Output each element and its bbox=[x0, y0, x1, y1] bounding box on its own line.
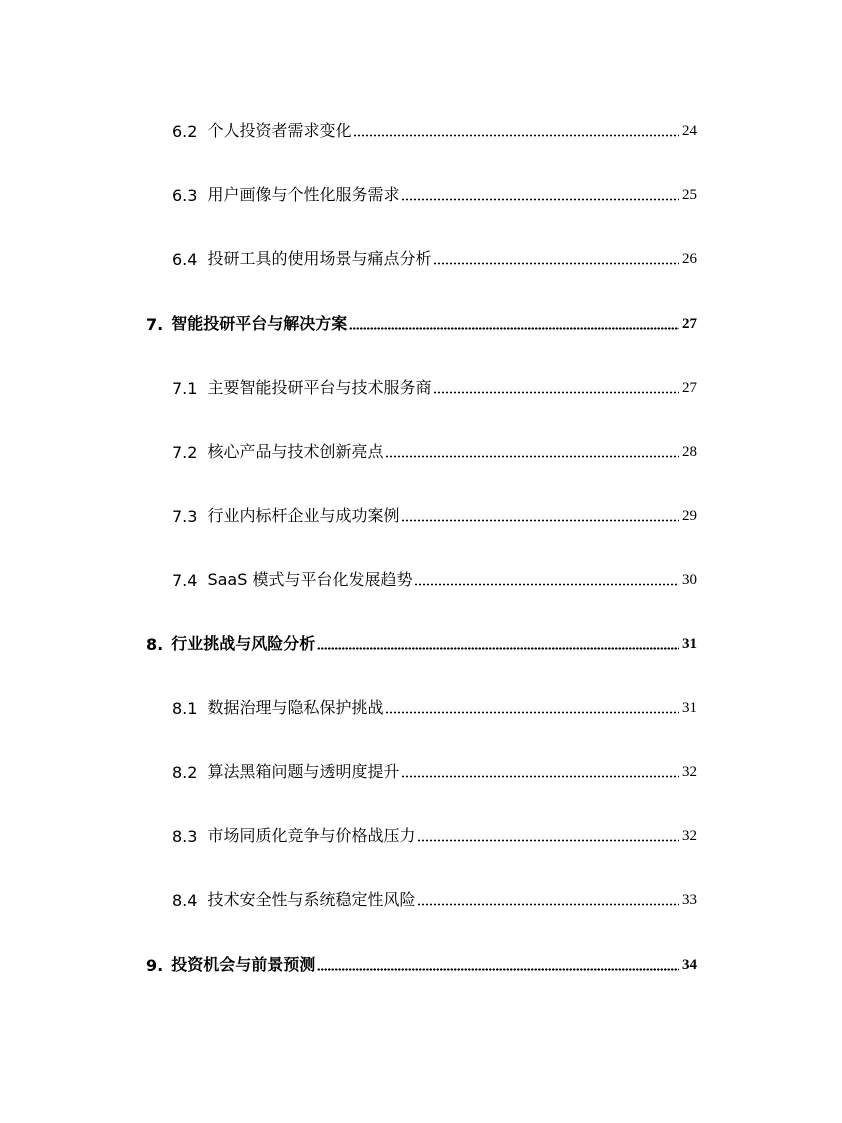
toc-entry-8-4[interactable] bbox=[172, 886, 697, 910]
entry-title: 行业内标杆企业与成功案例 bbox=[207, 506, 400, 525]
dot-leader bbox=[433, 245, 679, 265]
entry-number: 8. bbox=[146, 635, 164, 654]
entry-page-number: 26 bbox=[682, 251, 697, 267]
entry-title: 市场同质化竞争与价格战压力 bbox=[207, 826, 416, 845]
dot-leader bbox=[401, 181, 679, 201]
toc-entry-8[interactable] bbox=[146, 630, 697, 654]
dot-leader bbox=[417, 886, 679, 906]
entry-number: 7. bbox=[146, 315, 164, 334]
toc-entry-6-3[interactable] bbox=[172, 181, 697, 205]
entry-page-number: 25 bbox=[682, 187, 697, 203]
toc-entry-8-1[interactable] bbox=[172, 694, 697, 718]
entry-page-number: 32 bbox=[682, 828, 697, 844]
entry-number: 8.1 bbox=[172, 699, 198, 718]
entry-number: 9. bbox=[146, 956, 164, 975]
toc-entry-8-3[interactable] bbox=[172, 822, 697, 846]
entry-title: 智能投研平台与解决方案 bbox=[171, 314, 348, 333]
entry-title: SaaS 模式与平台化发展趋势 bbox=[207, 570, 413, 589]
entry-page-number: 29 bbox=[682, 508, 697, 524]
dot-leader bbox=[349, 310, 679, 330]
entry-page-number: 34 bbox=[682, 957, 697, 973]
entry-title: 投资机会与前景预测 bbox=[171, 955, 316, 974]
entry-number: 8.3 bbox=[172, 827, 198, 846]
entry-title: 个人投资者需求变化 bbox=[207, 121, 352, 140]
dot-leader bbox=[401, 502, 679, 522]
entry-page-number: 28 bbox=[682, 444, 697, 460]
toc-entry-6-2[interactable] bbox=[172, 117, 697, 141]
dot-leader bbox=[353, 117, 679, 137]
entry-number: 6.4 bbox=[172, 250, 198, 269]
entry-number: 8.4 bbox=[172, 891, 198, 910]
entry-number: 7.3 bbox=[172, 507, 198, 526]
dot-leader bbox=[317, 630, 679, 650]
entry-title: 用户画像与个性化服务需求 bbox=[207, 185, 400, 204]
toc-entry-7[interactable] bbox=[146, 310, 697, 334]
entry-number: 7.2 bbox=[172, 443, 198, 462]
entry-number: 6.2 bbox=[172, 122, 198, 141]
dot-leader bbox=[433, 374, 679, 394]
entry-title: 数据治理与隐私保护挑战 bbox=[207, 698, 384, 717]
toc-entry-7-1[interactable] bbox=[172, 374, 697, 398]
dot-leader bbox=[414, 566, 679, 586]
toc-entry-9[interactable] bbox=[146, 951, 697, 975]
entry-page-number: 30 bbox=[682, 572, 697, 588]
entry-title: 投研工具的使用场景与痛点分析 bbox=[207, 249, 432, 268]
entry-number: 7.4 bbox=[172, 571, 198, 590]
dot-leader bbox=[385, 694, 679, 714]
entry-page-number: 31 bbox=[682, 636, 697, 652]
toc-entry-7-2[interactable] bbox=[172, 438, 697, 462]
entry-page-number: 24 bbox=[682, 123, 697, 139]
entry-number: 7.1 bbox=[172, 379, 198, 398]
entry-page-number: 27 bbox=[682, 380, 697, 396]
entry-title: 算法黑箱问题与透明度提升 bbox=[207, 762, 400, 781]
dot-leader bbox=[385, 438, 679, 458]
entry-page-number: 33 bbox=[682, 892, 697, 908]
entry-title: 主要智能投研平台与技术服务商 bbox=[207, 378, 432, 397]
toc-entry-6-4[interactable] bbox=[172, 245, 697, 269]
dot-leader bbox=[401, 758, 679, 778]
entry-title: 行业挑战与风险分析 bbox=[171, 634, 316, 653]
toc-entry-7-3[interactable] bbox=[172, 502, 697, 526]
entry-title: 技术安全性与系统稳定性风险 bbox=[207, 890, 416, 909]
entry-page-number: 27 bbox=[682, 316, 697, 332]
entry-page-number: 31 bbox=[682, 700, 697, 716]
toc-entry-7-4[interactable] bbox=[172, 566, 697, 590]
entry-title: 核心产品与技术创新亮点 bbox=[207, 442, 384, 461]
entry-number: 8.2 bbox=[172, 763, 198, 782]
entry-number: 6.3 bbox=[172, 186, 198, 205]
entry-page-number: 32 bbox=[682, 764, 697, 780]
dot-leader bbox=[417, 822, 679, 842]
dot-leader bbox=[317, 951, 679, 971]
toc-entry-8-2[interactable] bbox=[172, 758, 697, 782]
